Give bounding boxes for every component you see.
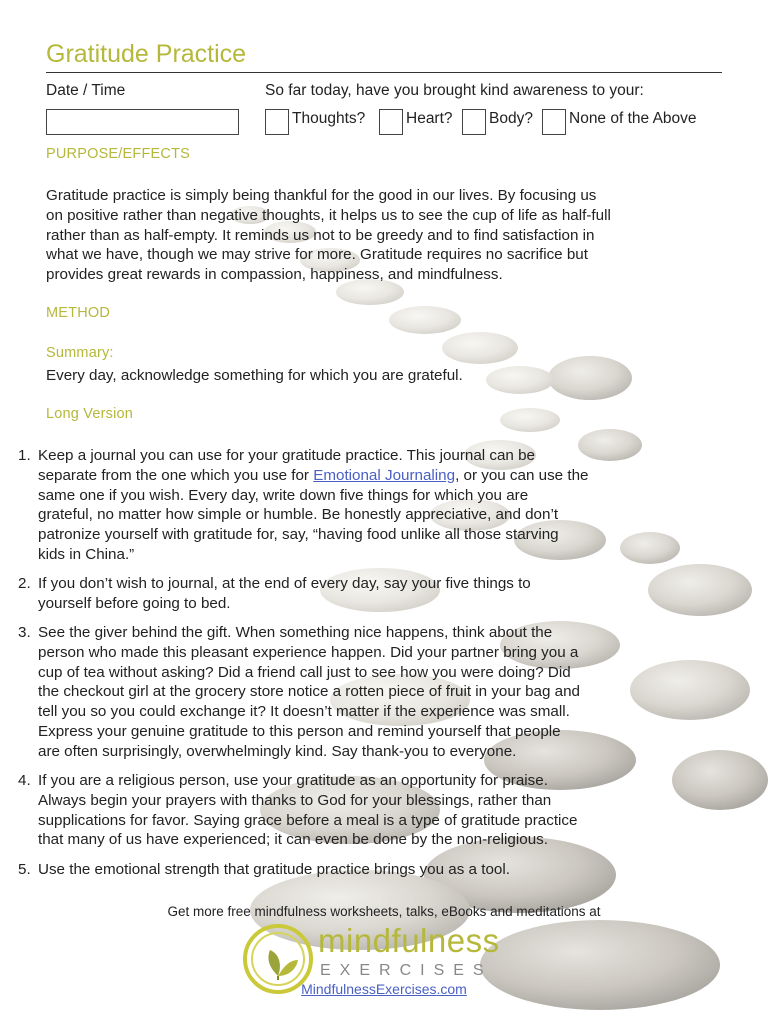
list-item-line: supplications for favor. Saying grace before a meal is a type of gratitude practice [38,811,578,829]
purpose-paragraph [46,186,722,285]
list-item-number: 5. [18,861,31,878]
footer-promo-text: Get more free mindfulness worksheets, talks, eBooks and meditations at [167,904,601,919]
list-item-line: If you are a religious person, use your gratitude as an opportunity for praise. [38,772,548,789]
purpose-line: rather than as half-empty. It reminds us not to be greedy and to find satisfaction in [46,226,595,244]
none-option-label: None of the Above [569,110,697,127]
list-item-line: Always begin your prayers with thanks to God for your blessings, rather than [38,791,552,809]
list-item-text [38,446,678,565]
list-item-text [38,574,678,614]
site-link-row [0,981,768,997]
awareness-question: So far today, have you brought kind awareness to your: [265,82,644,99]
heart-checkbox[interactable] [379,109,403,135]
website-link[interactable]: MindfulnessExercises.com [301,981,467,997]
list-item-line: tell you so you could exchange it? It doesn’t matter if the experience was small. [38,703,570,721]
list-item-line-part: , or you can use the [455,466,589,484]
list-item-line: the checkout girl at the grocery store notice a rotten piece of fruit in your bag and [38,683,580,701]
heart-option-label: Heart? [406,110,453,127]
list-item-number: 2. [18,575,31,592]
date-time-field[interactable] [46,109,239,135]
list-item-line: patronize yourself with gratitude for, say, “having food unlike all those starving [38,526,559,544]
none-checkbox[interactable] [542,109,566,135]
list-item-line: person who made this pleasant experience happen. Did your partner bring you a [38,643,579,661]
list-item-line: cup of tea without asking? Did a friend call just to see how you were doing? Did [38,663,571,681]
list-item-line-part: separate from the one which you use for [38,466,314,484]
purpose-line: provides great rewards in compassion, happiness, and mindfulness. [46,266,503,284]
list-item-line [38,466,678,486]
list-item-text [38,771,678,850]
list-item-line: Express your genuine gratitude to this person and remind yourself that people [38,722,561,740]
purpose-heading: PURPOSE/EFFECTS [46,146,190,162]
thoughts-option-label: Thoughts? [292,110,366,127]
purpose-line: what we have, though we may strive for more. Gratitude requires no sacrifice but [46,246,588,264]
list-item-text [38,623,678,762]
list-item-line: See the giver behind the gift. When something nice happens, think about the [38,624,553,641]
body-checkbox[interactable] [462,109,486,135]
purpose-line: Gratitude practice is simply being thankful for the good in our lives. By focusing us [46,187,597,204]
list-item-text [38,860,678,880]
page-title: Gratitude Practice [46,40,247,68]
purpose-line: on positive rather than negative thoughts, it helps us to see the cup of life as half-full [46,206,611,224]
summary-label: Summary: [46,345,114,361]
list-item-number: 3. [18,624,31,641]
list-item-line: same one if you wish. Every day, write down five things for which you are [38,486,529,504]
long-version-label: Long Version [46,406,134,422]
list-item-line: grateful, no matter how simple or humble. Be honestly appreciative, and don’t [38,506,559,524]
body-option-label: Body? [489,110,533,127]
list-item-number: 1. [18,447,31,464]
list-item-line: If you don’t wish to journal, at the end of every day, say your five things to [38,575,531,592]
title-divider [46,72,722,73]
logo-wordmark: mindfulness [318,922,500,959]
list-item-line: kids in China.” [38,545,135,563]
list-item-line: Use the emotional strength that gratitude practice brings you as a tool. [38,861,510,878]
logo-subtitle: EXERCISES [320,962,493,979]
list-item-line: that many of us have experienced; it can even be done by the non-religious. [38,831,548,849]
list-item-line: yourself before going to bed. [38,594,231,612]
list-item-line: are often surprisingly, overwhelmingly kind. Say thank-you to everyone. [38,742,517,760]
thoughts-checkbox[interactable] [265,109,289,135]
emotional-journaling-link[interactable]: Emotional Journaling [313,466,456,484]
list-item-line: Keep a journal you can use for your gratitude practice. This journal can be [38,447,535,464]
date-time-label: Date / Time [46,82,126,99]
method-heading: METHOD [46,305,111,321]
list-item-number: 4. [18,772,31,789]
summary-text: Every day, acknowledge something for which you are grateful. [46,367,463,384]
